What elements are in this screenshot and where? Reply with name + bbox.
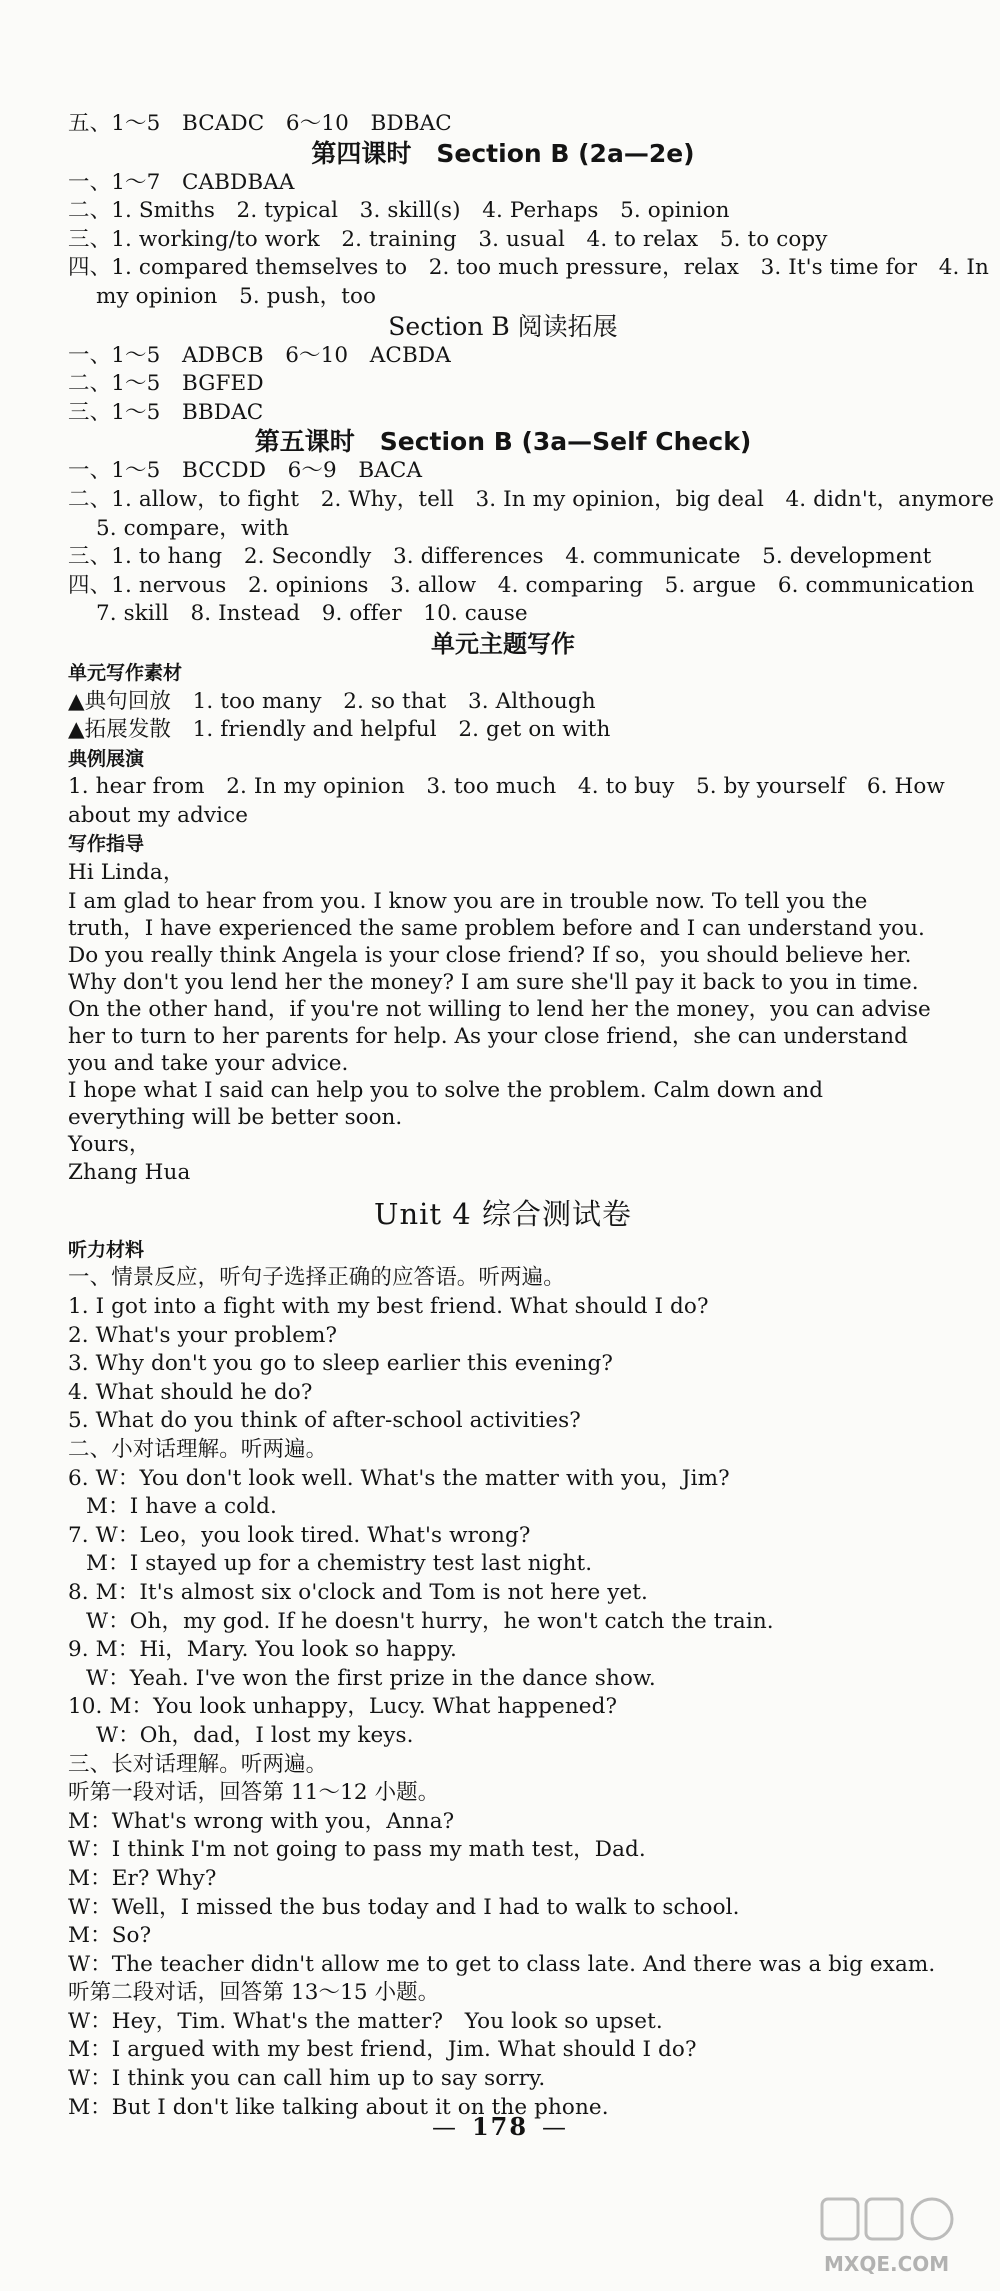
listening-line: W：I think I'm not going to pass my math test，Dad.: [68, 1837, 646, 1863]
answer-line: ▲拓展发散 1. friendly and helpful 2. get on with: [68, 717, 611, 743]
subheading: 典例展演: [68, 747, 145, 770]
answer-line: 一、1～7 CABDBAA: [68, 169, 295, 195]
listening-line: 2. What's your problem?: [68, 1322, 338, 1348]
letter-line: Zhang Hua: [68, 1160, 191, 1186]
answer-line: my opinion 5. push，too: [96, 283, 377, 309]
listening-line: W：Oh，my god. If he doesn't hurry，he won't catch the train.: [86, 1608, 774, 1634]
answer-line: 五、1～5 BCADC 6～10 BDBAC: [68, 111, 452, 136]
unit-test-heading: Unit 4 综合测试卷: [374, 1196, 632, 1231]
footer-dash-left: —: [431, 2113, 458, 2141]
answer-line: 二、1. allow，to fight 2. Why，tell 3. In my opinion，big deal 4. didn't，anymore: [68, 486, 995, 512]
listening-line: M：I argued with my best friend，Jim. What should I do?: [68, 2037, 697, 2063]
listening-line: 二、小对话理解。听两遍。: [68, 1437, 328, 1462]
section-heading: 第四课时 Section B (2a—2e): [311, 138, 695, 168]
answer-line: ▲典句回放 1. too many 2. so that 3. Although: [68, 688, 596, 714]
watermark-url: MXQE.COM: [824, 2252, 950, 2276]
section-heading: 第五课时 Section B (3a—Self Check): [254, 427, 752, 457]
answer-line: 二、1～5 BGFED: [68, 371, 264, 397]
listening-line: 4. What should he do?: [68, 1379, 313, 1405]
listening-line: M：I have a cold.: [86, 1494, 277, 1520]
answer-line: 一、1～5 ADBCB 6～10 ACBDA: [68, 342, 451, 368]
letter-paragraph: I hope what I said can help you to solve the problem. Calm down and everything will be better soon.: [68, 1077, 823, 1130]
answer-line: 三、1. to hang 2. Secondly 3. differences 4. communicate 5. development: [68, 544, 932, 570]
listening-line: M：Er? Why?: [68, 1865, 217, 1891]
answer-line: 三、1. working/to work 2. training 3. usual 4. to relax 5. to copy: [68, 226, 828, 252]
content-column: [68, 110, 995, 2122]
answer-line: 一、1～5 BCCDD 6～9 BACA: [68, 458, 423, 484]
listening-line: M：So?: [68, 1923, 152, 1949]
listening-line: 听第一段对话，回答第 11～12 小题。: [68, 1780, 440, 1806]
listening-line: 三、长对话理解。听两遍。: [68, 1751, 328, 1777]
listening-line: 5. What do you think of after-school activities?: [68, 1408, 581, 1434]
listening-line: W：Hey，Tim. What's the matter? You look so upset.: [68, 2008, 663, 2034]
page-number: 178: [471, 2112, 529, 2141]
footer-dash-right: —: [542, 2113, 569, 2141]
subheading: 听力材料: [68, 1238, 145, 1261]
letter-paragraph: I am glad to hear from you. I know you are in trouble now. To tell you the truth，I have experienced the same problem before and I can understand you. Do you really think Angela is your close friend? If so，you should believe her. Why don't you lend her the money? I am sure she'll pay it back to you in time. On the other hand，if you're not willing to lend her the money，you can advise her to turn to her parents for help. As your close friend，she can understand you and take your advice.: [68, 888, 931, 1076]
listening-line: 6. W：You don't look well. What's the matter with you，Jim?: [68, 1465, 730, 1491]
answer-line: 四、1. compared themselves to 2. too much pressure，relax 3. It's time for 4. In: [68, 255, 989, 281]
listening-line: 7. W：Leo，you look tired. What's wrong?: [68, 1522, 531, 1548]
listening-line: W：Yeah. I've won the first prize in the dance show.: [86, 1665, 656, 1691]
listening-line: M：But I don't like talking about it on the phone.: [68, 2094, 609, 2120]
listening-line: 8. M：It's almost six o'clock and Tom is not here yet.: [68, 1579, 648, 1605]
answer-line: 5. compare，with: [96, 515, 290, 541]
listening-line: W：Well，I missed the bus today and I had to walk to school.: [68, 1894, 740, 1920]
letter-line: Yours，: [68, 1131, 151, 1157]
listening-line: 1. I got into a fight with my best friend. What should I do?: [68, 1294, 709, 1320]
listening-line: W：Oh，dad，I lost my keys.: [96, 1722, 414, 1748]
answer-line: 1. hear from 2. In my opinion 3. too much 4. to buy 5. by yourself 6. How: [68, 774, 945, 800]
listening-line: 10. M：You look unhappy，Lucy. What happened?: [68, 1694, 618, 1720]
listening-line: 9. M：Hi，Mary. You look so happy.: [68, 1637, 457, 1663]
answer-line: 四、1. nervous 2. opinions 3. allow 4. comparing 5. argue 6. communication: [68, 572, 975, 598]
listening-line: M：What's wrong with you，Anna?: [68, 1808, 455, 1834]
answer-line: 7. skill 8. Instead 9. offer 10. cause: [96, 601, 528, 627]
letter-line: Hi Linda，: [68, 860, 185, 886]
answer-line: about my advice: [68, 802, 249, 828]
subheading: 写作指导: [68, 833, 145, 856]
subheading: 单元写作素材: [68, 661, 183, 684]
listening-line: W：The teacher didn't allow me to get to class late. And there was a big exam.: [68, 1951, 936, 1977]
answer-line: 三、1～5 BBDAC: [68, 399, 264, 425]
listening-line: 3. Why don't you go to sleep earlier this evening?: [68, 1351, 613, 1377]
watermark-logo: [816, 2191, 986, 2281]
section-heading: 单元主题写作: [431, 629, 575, 658]
listening-line: 听第二段对话，回答第 13～15 小题。: [68, 1980, 440, 2006]
answer-line: 二、1. Smiths 2. typical 3. skill(s) 4. Perhaps 5. opinion: [68, 198, 730, 224]
listening-line: 一、情景反应，听句子选择正确的应答语。听两遍。: [68, 1265, 565, 1291]
section-heading: Section B 阅读拓展: [388, 311, 618, 341]
listening-line: W：I think you can call him up to say sorry.: [68, 2066, 546, 2092]
page-footer: [0, 2112, 1000, 2141]
listening-line: M：I stayed up for a chemistry test last night.: [86, 1551, 593, 1577]
